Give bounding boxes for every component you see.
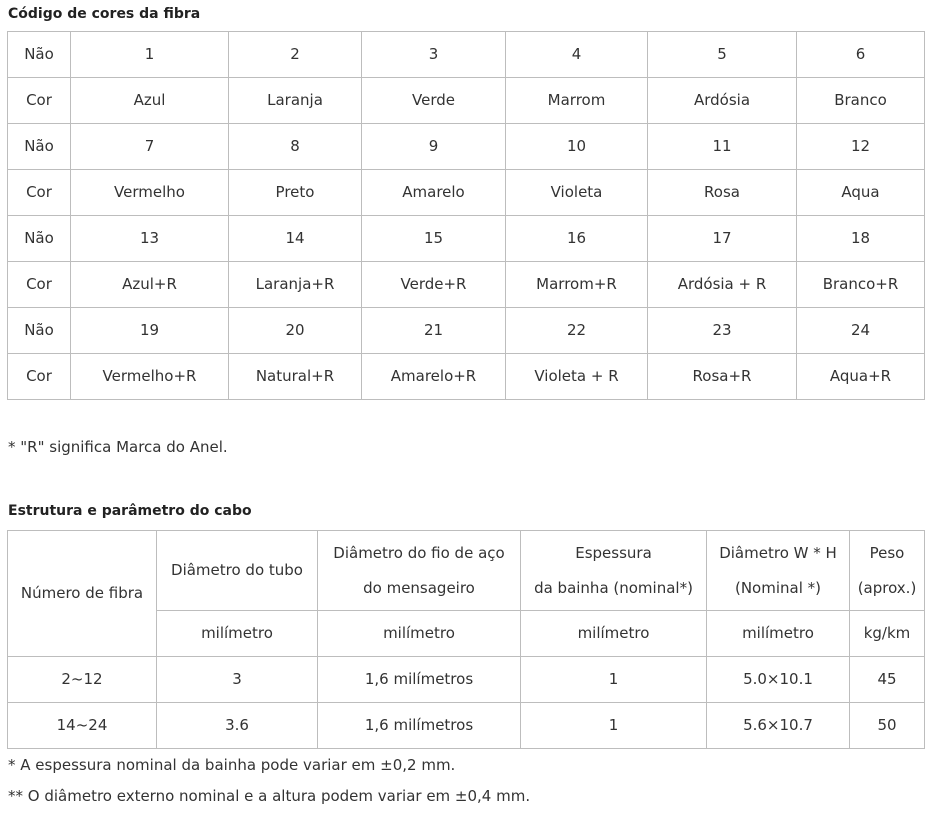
table-row [8,170,925,216]
table-cell: 19 [71,308,229,354]
row-label-cell: Cor [8,170,71,216]
table-cell: Rosa+R [648,354,797,400]
table-cell: 2~12 [8,657,157,703]
table-cell: Natural+R [229,354,362,400]
fiber-color-code-table [7,31,925,400]
table-cell: 23 [648,308,797,354]
table-cell: Verde+R [362,262,506,308]
table-cell: 6 [797,32,925,78]
cable-structure-table [7,530,925,749]
table-cell: Violeta + R [506,354,648,400]
table-row [8,262,925,308]
table-cell: 3 [157,657,318,703]
table-cell: 13 [71,216,229,262]
table-cell: 45 [850,657,925,703]
table-cell: Azul+R [71,262,229,308]
table-row [8,657,925,703]
table-cell: Azul [71,78,229,124]
table-row [8,124,925,170]
table-cell: 14 [229,216,362,262]
header-wh-line1: Diâmetro W * H [719,543,837,562]
table-row [8,78,925,124]
table-cell: Amarelo+R [362,354,506,400]
table-cell: 18 [797,216,925,262]
table-cell: Ardósia [648,78,797,124]
table-cell: 22 [506,308,648,354]
table-cell: Preto [229,170,362,216]
table-cell: Branco [797,78,925,124]
table-cell: 20 [229,308,362,354]
table-cell: Laranja [229,78,362,124]
table-cell: Vermelho+R [71,354,229,400]
table-cell: 1,6 milímetros [318,657,521,703]
fiber-color-code-heading: Código de cores da fibra [8,6,201,22]
table-cell: 8 [229,124,362,170]
cable-structure-heading: Estrutura e parâmetro do cabo [8,503,252,519]
table-cell: Laranja+R [229,262,362,308]
row-label-cell: Cor [8,262,71,308]
header-tube-diameter: Diâmetro do tubo [157,531,318,611]
row-label-cell: Não [8,124,71,170]
header-sheath-line1: Espessura [575,543,652,562]
table-cell: 3.6 [157,703,318,749]
header-sheath-line2: da bainha (nominal*) [534,578,693,597]
table-cell: 24 [797,308,925,354]
header-messenger-diameter-line2: do mensageiro [363,578,475,597]
unit-cell: milímetro [521,611,707,657]
row-label-cell: Não [8,216,71,262]
header-wh-line2: (Nominal *) [734,578,821,597]
row-label-cell: Cor [8,354,71,400]
table-cell: Aqua+R [797,354,925,400]
table-cell: 1 [521,703,707,749]
row-label-cell: Cor [8,78,71,124]
table-cell: Vermelho [71,170,229,216]
table-cell: 15 [362,216,506,262]
table-cell: 1,6 milímetros [318,703,521,749]
unit-cell: milímetro [707,611,850,657]
table-cell: 10 [506,124,648,170]
table-cell: 16 [506,216,648,262]
header-weight-line2: (aprox.) [857,578,917,597]
table-cell: 50 [850,703,925,749]
unit-cell: milímetro [318,611,521,657]
header-wh-diameter [707,531,850,611]
table-cell: 14~24 [8,703,157,749]
table-row [8,32,925,78]
unit-cell: kg/km [850,611,925,657]
table-cell: 1 [521,657,707,703]
table-cell: 1 [71,32,229,78]
table-cell: 4 [506,32,648,78]
table-cell: 5.0×10.1 [707,657,850,703]
sheath-tolerance-note: * A espessura nominal da bainha pode variar em ±0,2 mm. [8,756,456,774]
table-cell: Branco+R [797,262,925,308]
table-cell: Aqua [797,170,925,216]
table-row [8,216,925,262]
table-cell: 9 [362,124,506,170]
table-cell: 12 [797,124,925,170]
table-cell: 3 [362,32,506,78]
table-cell: 5 [648,32,797,78]
table-row [8,308,925,354]
table-cell: 2 [229,32,362,78]
table-cell: Marrom [506,78,648,124]
ring-mark-note: * "R" significa Marca do Anel. [8,438,228,456]
header-messenger-diameter-line1: Diâmetro do fio de aço [333,543,505,562]
table-cell: 11 [648,124,797,170]
unit-cell: milímetro [157,611,318,657]
table-cell: Marrom+R [506,262,648,308]
header-fiber-count: Número de fibra [8,531,157,657]
table-cell: 17 [648,216,797,262]
table-cell: Verde [362,78,506,124]
table-cell: 5.6×10.7 [707,703,850,749]
header-sheath-thickness [521,531,707,611]
table-cell: Violeta [506,170,648,216]
row-label-cell: Não [8,32,71,78]
table-row [8,354,925,400]
row-label-cell: Não [8,308,71,354]
table-cell: Rosa [648,170,797,216]
table-cell: Ardósia + R [648,262,797,308]
header-weight-line1: Peso [869,543,905,562]
header-weight [850,531,925,611]
table-cell: 7 [71,124,229,170]
table-row [8,703,925,749]
header-messenger-diameter [318,531,521,611]
structure-header-row [8,531,925,611]
table-cell: 21 [362,308,506,354]
table-cell: Amarelo [362,170,506,216]
diameter-tolerance-note: ** O diâmetro externo nominal e a altura podem variar em ±0,4 mm. [8,787,531,805]
